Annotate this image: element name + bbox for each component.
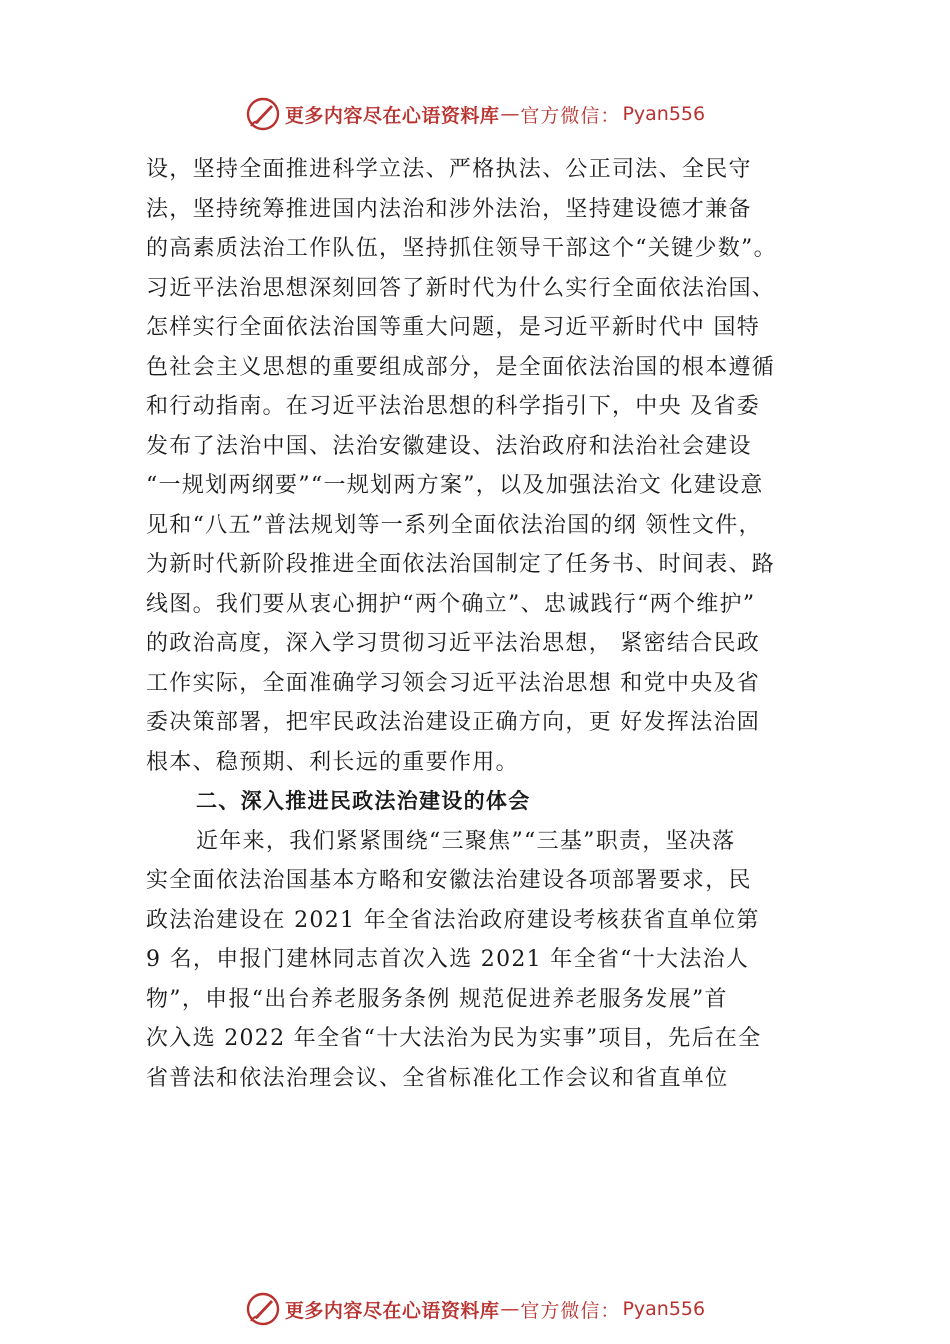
banner-brand: 更多内容尽在心语资料库 <box>284 1299 500 1322</box>
quill-logo-icon <box>245 96 281 132</box>
text-line: 物”，申报“出台养老服务条例 规范促进养老服务发展”首 <box>146 986 728 1012</box>
text-line: 省普法和依法治理会议、全省标准化工作会议和省直单位 <box>146 1065 729 1091</box>
text-line: 的高素质法治工作队伍，坚持抓住领导干部这个“关键少数”。 <box>146 236 777 261</box>
text-line: 和行动指南。在习近平法治思想的科学指引下，中央 及省委 <box>146 394 761 419</box>
quill-logo-icon <box>245 1291 281 1327</box>
text-line: 发布了法治中国、法治安徽建设、法治政府和法治社会建设 <box>146 433 752 459</box>
section-heading: 二、深入推进民政法治建设的体会 <box>196 789 531 813</box>
text-line: 怎样实行全面依法治国等重大问题，是习近平新时代中 国特 <box>146 315 761 340</box>
text-line: 见和“八五”普法规划等一系列全面依法治国的纲 领性文件， <box>146 512 762 538</box>
text-line: 为新时代新阶段推进全面依法治国制定了任务书、时间表、路 <box>146 552 776 577</box>
text-line: 色社会主义思想的重要组成部分，是全面依法治国的根本遵循 <box>146 354 776 380</box>
text-line: 次入选 2022 年全省“十大法治为民为实事”项目，先后在全 <box>146 1026 762 1051</box>
footer-banner <box>0 1289 950 1329</box>
banner-wechat-handle: Pyan556 <box>622 103 706 125</box>
banner-wechat-label: 官方微信： <box>520 1299 621 1322</box>
banner-brand: 更多内容尽在心语资料库 <box>284 104 500 127</box>
text-line: 9 名，申报门建林同志首次入选 2021 年全省“十大法治人 <box>146 947 750 972</box>
text-line: 法，坚持统筹推进国内法治和涉外法治，坚持建设德才兼备 <box>146 196 752 222</box>
banner-dash: — <box>500 103 520 125</box>
text-line: 的政治高度，深入学习贯彻习近平法治思想， 紧密结合民政 <box>146 631 761 656</box>
text-line: 设，坚持全面推进科学立法、严格执法、公正司法、全民守 <box>146 157 752 182</box>
text-line: 政法治建设在 2021 年全省法治政府建设考核获省直单位第 <box>146 907 760 933</box>
document-body <box>146 150 846 1098</box>
text-line: 近年来，我们紧紧围绕“三聚焦”“三基”职责，坚决落 <box>196 828 736 854</box>
text-line: 根本、稳预期、利长远的重要作用。 <box>146 749 519 775</box>
banner-wechat-label: 官方微信： <box>520 104 621 127</box>
text-line: 委决策部署，把牢民政法治建设正确方向，更 好发挥法治固 <box>146 710 761 735</box>
header-banner <box>0 94 950 134</box>
text-line: “一规划两纲要”“一规划两方案”，以及加强法治文 化建设意 <box>146 473 764 498</box>
banner-dash: — <box>500 1298 520 1320</box>
text-line: 习近平法治思想深刻回答了新时代为什么实行全面依法治国、 <box>146 275 776 301</box>
text-line: 实全面依法治国基本方略和安徽法治建设各项部署要求，民 <box>146 868 752 893</box>
text-line: 工作实际，全面准确学习领会习近平法治思想 和党中央及省 <box>146 670 761 696</box>
banner-wechat-handle: Pyan556 <box>622 1298 706 1320</box>
paragraph-1 <box>146 150 846 782</box>
text-line: 线图。我们要从衷心拥护“两个确立”、忠诚践行“两个维护” <box>146 591 756 617</box>
paragraph-2 <box>146 822 846 1099</box>
